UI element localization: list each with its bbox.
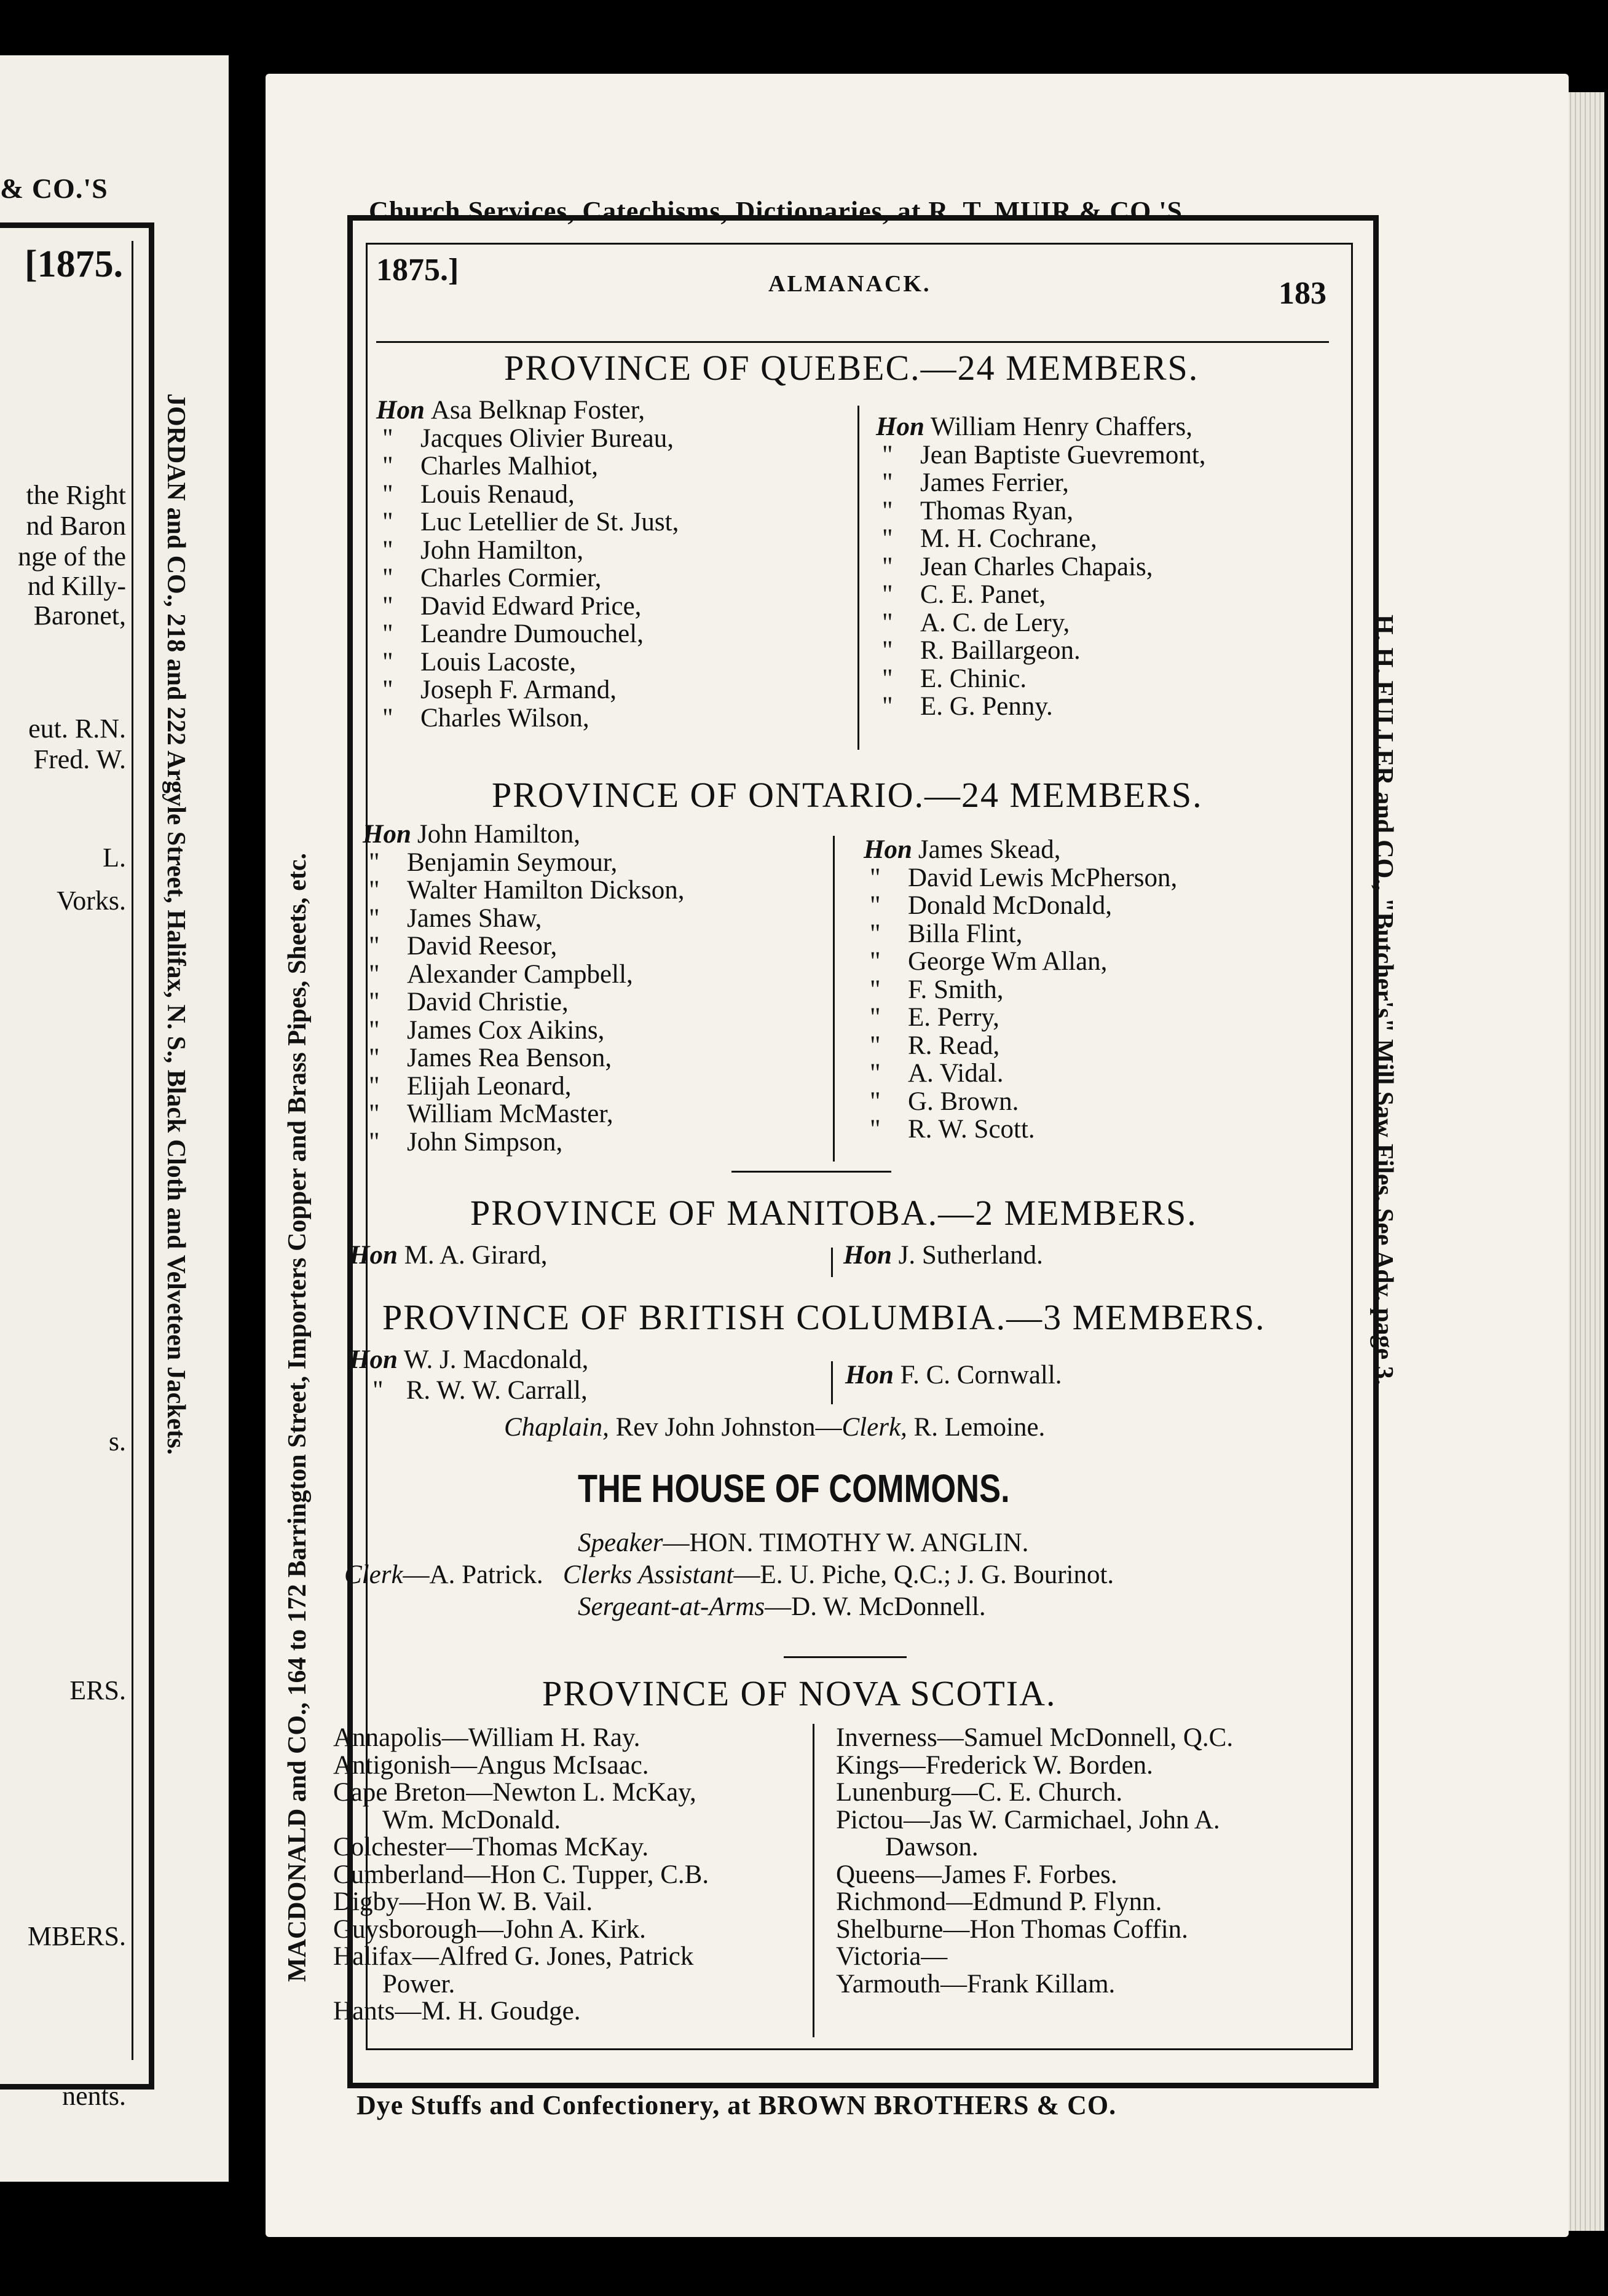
member-name: G. Brown.	[908, 1087, 1019, 1116]
member-row	[376, 676, 617, 704]
member-name: John Hamilton,	[420, 535, 584, 565]
member-name: George Wm Allan,	[908, 947, 1108, 976]
member-name: E. G. Penny.	[920, 692, 1053, 721]
left-page-line: Vorks.	[57, 886, 126, 916]
constituency-row: Yarmouth—Frank Killam.	[836, 1969, 1116, 1999]
member-row	[376, 396, 645, 425]
member-row	[876, 497, 1073, 525]
member-name: James Cox Aikins,	[407, 1015, 605, 1045]
member-name: R. W. W. Carrall,	[406, 1376, 588, 1405]
member-name: James Rea Benson,	[407, 1044, 612, 1072]
constituency-row: Shelburne—Hon Thomas Coffin.	[836, 1914, 1188, 1944]
member-row	[864, 920, 1022, 948]
sergeant-label: Sergeant-at-Arms	[578, 1592, 765, 1621]
ditto-mark: "	[870, 1059, 881, 1088]
member-row	[363, 905, 542, 933]
member-row	[876, 637, 1081, 665]
member-name: R. Read,	[908, 1031, 1000, 1060]
constituency-row: Guysborough—John A. Kirk.	[333, 1914, 646, 1944]
member-name: A. C. de Lery,	[920, 608, 1070, 637]
chaplain-label: Chaplain,	[504, 1413, 609, 1442]
ditto-mark: "	[369, 1099, 380, 1128]
ditto-mark: "	[882, 552, 893, 581]
member-name: Charles Wilson,	[420, 703, 589, 733]
clerk-name: R. Lemoine.	[913, 1413, 1046, 1442]
ditto-mark: "	[382, 452, 393, 481]
nova-scotia-heading: PROVINCE OF NOVA SCOTIA.	[542, 1673, 1057, 1713]
ditto-mark: "	[369, 1127, 380, 1157]
nova-scotia-divider	[813, 1724, 814, 2037]
ditto-mark: "	[870, 947, 881, 976]
ditto-mark: "	[382, 647, 393, 677]
member-row	[864, 1060, 1003, 1088]
constituency-row: Pictou—Jas W. Carmichael, John A.	[836, 1805, 1220, 1834]
constituency-row: Richmond—Edmund P. Flynn.	[836, 1887, 1162, 1916]
member-row	[864, 892, 1112, 920]
left-vertical-ad: MACDONALD and CO., 164 to 172 Barrington Street, Importers Copper and Brass Pipes, Sheets, etc.	[283, 852, 312, 1982]
chaplain-name: Rev John Johnston—	[615, 1413, 842, 1442]
hon-label: Hon	[845, 1361, 894, 1390]
member-name: C. E. Panet,	[920, 580, 1046, 609]
constituency-row: Dawson.	[885, 1833, 979, 1862]
member-row	[376, 508, 679, 537]
constituency-row: Kings—Frederick W. Borden.	[836, 1750, 1153, 1780]
ditto-mark: "	[382, 675, 393, 704]
member-name: Elijah Leonard,	[407, 1071, 572, 1101]
constituency-row: Halifax—Alfred G. Jones, Patrick	[333, 1942, 694, 1971]
ditto-mark: "	[369, 1071, 380, 1101]
left-page-line: MBERS.	[27, 1921, 126, 1951]
member-row	[363, 988, 569, 1016]
constituency-row: Annapolis—William H. Ray.	[333, 1723, 640, 1752]
constituency-row: Cape Breton—Newton L. McKay,	[333, 1778, 696, 1807]
manitoba-left	[349, 1241, 548, 1270]
member-name: E. Perry,	[908, 1003, 999, 1032]
constituency-row: Lunenburg—C. E. Church.	[836, 1778, 1123, 1807]
page-number: 183	[1279, 276, 1326, 311]
member-row	[876, 581, 1046, 609]
member-row	[876, 693, 1053, 721]
ditto-mark: "	[382, 479, 393, 509]
left-page-year: [1875.	[25, 243, 124, 285]
bc-divider	[831, 1361, 833, 1404]
member-name: William Henry Chaffers,	[930, 412, 1193, 441]
member-name: Joseph F. Armand,	[420, 675, 617, 704]
ditto-mark: "	[870, 863, 881, 892]
member-row	[876, 525, 1097, 553]
ditto-mark: "	[882, 664, 893, 693]
ditto-mark: "	[382, 508, 393, 537]
commons-heading: THE HOUSE OF COMMONS.	[578, 1466, 1010, 1511]
member-name: Charles Cormier,	[420, 564, 602, 592]
member-row	[376, 425, 674, 453]
member-name: E. Chinic.	[920, 664, 1027, 693]
member-row	[864, 1032, 999, 1060]
left-page-line: nents.	[62, 2081, 126, 2111]
ditto-mark: "	[882, 440, 893, 470]
clerk-name: —A. Patrick.	[403, 1560, 543, 1589]
member-row	[376, 620, 644, 648]
constituency-row: Antigonish—Angus McIsaac.	[333, 1750, 649, 1780]
ditto-mark: "	[372, 1376, 384, 1405]
member-row	[376, 704, 589, 733]
member-name: John Simpson,	[407, 1127, 563, 1157]
member-row	[864, 1088, 1019, 1116]
commons-rule	[784, 1656, 907, 1658]
ditto-mark: "	[382, 619, 393, 648]
left-page-line: ERS.	[69, 1675, 126, 1705]
ontario-heading: PROVINCE OF ONTARIO.—24 MEMBERS.	[492, 775, 1203, 815]
member-name: Thomas Ryan,	[920, 496, 1074, 525]
hon-label: Hon	[843, 1241, 892, 1270]
member-name: R. Baillargeon.	[920, 636, 1081, 665]
hon-label: Hon	[376, 396, 425, 425]
member-row	[876, 609, 1070, 637]
page-title: ALMANACK.	[768, 271, 931, 297]
member-row	[376, 537, 583, 565]
ditto-mark: "	[870, 1087, 881, 1116]
ditto-mark: "	[369, 988, 380, 1016]
member-row	[864, 976, 1003, 1004]
hon-label: Hon	[864, 835, 912, 864]
ditto-mark: "	[382, 703, 393, 733]
member-name: Luc Letellier de St. Just,	[420, 508, 679, 537]
member-name: Leandre Dumouchel,	[420, 619, 644, 648]
manitoba-divider	[831, 1248, 833, 1277]
member-row	[363, 1128, 562, 1157]
constituency-row: Victoria—	[836, 1942, 948, 1971]
ditto-mark: "	[870, 1031, 881, 1060]
ditto-mark: "	[870, 975, 881, 1004]
ditto-mark: "	[882, 468, 893, 497]
ontario-divider	[833, 836, 835, 1162]
member-row	[864, 1004, 999, 1032]
top-ad: Church Services, Catechisms, Dictionaries, at R. T. MUIR & CO.'S	[369, 196, 1183, 226]
hon-label: Hon	[349, 1345, 398, 1374]
header-rule	[376, 341, 1329, 343]
member-row	[363, 961, 633, 989]
member-name: M. H. Cochrane,	[920, 524, 1097, 553]
member-row	[864, 1115, 1035, 1144]
ditto-mark: "	[369, 959, 380, 989]
left-page-line: L.	[103, 843, 126, 873]
member-row	[876, 665, 1027, 693]
member-row	[864, 948, 1107, 976]
ditto-mark: "	[369, 932, 380, 961]
member-row	[376, 592, 641, 621]
member-name: William McMaster,	[407, 1099, 613, 1128]
member-row	[876, 441, 1206, 470]
member-row	[876, 553, 1153, 581]
member-name: A. Vidal.	[908, 1059, 1004, 1088]
left-page-line: the Right	[26, 480, 126, 510]
member-name: Asa Belknap Foster,	[430, 396, 645, 425]
speaker-label: Speaker	[578, 1528, 663, 1557]
member-row	[363, 876, 685, 905]
ditto-mark: "	[870, 1003, 881, 1032]
ditto-mark: "	[369, 1015, 380, 1045]
member-name: James Ferrier,	[920, 468, 1069, 497]
constituency-row: Colchester—Thomas McKay.	[333, 1833, 649, 1862]
member-name: Louis Renaud,	[420, 479, 575, 509]
page-year: 1875.]	[376, 253, 459, 288]
hon-label: Hon	[349, 1241, 398, 1270]
member-name: Donald McDonald,	[908, 891, 1112, 920]
bottom-ad: Dye Stuffs and Confectionery, at BROWN BROTHERS & CO.	[357, 2090, 1117, 2120]
manitoba-right	[843, 1241, 1043, 1270]
member-name: David Reesor,	[407, 932, 558, 961]
member-name: F. C. Cornwall.	[900, 1361, 1062, 1390]
ditto-mark: "	[382, 564, 393, 592]
constituency-row: Cumberland—Hon C. Tupper, C.B.	[333, 1860, 709, 1889]
manitoba-heading: PROVINCE OF MANITOBA.—2 MEMBERS.	[470, 1193, 1197, 1233]
quebec-heading: PROVINCE OF QUEBEC.—24 MEMBERS.	[504, 348, 1199, 388]
ditto-mark: "	[882, 524, 893, 553]
ditto-mark: "	[882, 692, 893, 721]
clerk-label: Clerk,	[841, 1413, 907, 1442]
clerks-assistant-label: Clerks Assistant	[562, 1560, 734, 1589]
speaker-name: —HON. TIMOTHY W. ANGLIN.	[663, 1528, 1029, 1557]
ditto-mark: "	[882, 608, 893, 637]
member-row	[363, 1100, 613, 1128]
left-page-line: Baronet,	[33, 600, 126, 631]
bc-officers	[504, 1413, 1045, 1442]
ditto-mark: "	[382, 591, 393, 621]
member-row	[363, 1016, 604, 1045]
left-page-line: nd Baron	[26, 511, 126, 541]
member-name: Jean Baptiste Guevremont,	[920, 440, 1206, 470]
member-name: W. J. Macdonald,	[403, 1345, 589, 1374]
member-name: R. W. Scott.	[908, 1115, 1035, 1144]
clerks-assistant-names: —E. U. Piche, Q.C.; J. G. Bourinot.	[733, 1560, 1114, 1589]
sergeant-name: —D. W. McDonnell.	[765, 1592, 986, 1621]
left-page-header: & CO.'S	[0, 173, 108, 204]
bc-left-1	[349, 1346, 588, 1374]
ditto-mark: "	[369, 847, 380, 877]
member-name: J. Sutherland.	[898, 1241, 1043, 1270]
member-row	[363, 1072, 571, 1101]
left-page-line: nd Killy-	[27, 571, 126, 601]
constituency-row: Queens—James F. Forbes.	[836, 1860, 1117, 1889]
member-row	[363, 1044, 612, 1072]
constituency-row: Inverness—Samuel McDonnell, Q.C.	[836, 1723, 1234, 1752]
member-name: David Christie,	[407, 988, 569, 1016]
left-page-line: eut. R.N.	[28, 714, 126, 744]
right-vertical-ad: H. H. FULLER and CO., "Butcher's" Mill Saw Files. See Adv. page 3.	[1370, 615, 1398, 1386]
ditto-mark: "	[870, 891, 881, 920]
member-row	[363, 849, 617, 877]
member-row	[363, 820, 580, 849]
member-name: F. Smith,	[908, 975, 1004, 1004]
commons-sergeant	[578, 1593, 986, 1621]
member-name: Charles Malhiot,	[420, 452, 599, 481]
ditto-mark: "	[870, 1115, 881, 1144]
ditto-mark: "	[369, 903, 380, 933]
clerk-label: Clerk	[344, 1560, 403, 1589]
constituency-row: Digby—Hon W. B. Vail.	[333, 1887, 593, 1916]
hon-label: Hon	[363, 820, 411, 849]
member-row	[876, 469, 1069, 497]
ditto-mark: "	[870, 919, 881, 948]
member-name: David Edward Price,	[420, 591, 642, 621]
bc-right	[845, 1361, 1062, 1390]
member-name: Benjamin Seymour,	[407, 847, 618, 877]
member-name: James Skead,	[918, 835, 1061, 864]
left-page-vertical-ad: JORDAN and CO., 218 and 222 Argyle Street, Halifax, N. S., Black Cloth and Velveteen Jackets.	[162, 393, 190, 1455]
member-row	[376, 452, 598, 481]
member-row	[376, 648, 576, 677]
constituency-row: Hants—M. H. Goudge.	[333, 1997, 581, 2026]
member-name: James Shaw,	[407, 903, 542, 933]
member-name: Jacques Olivier Bureau,	[420, 423, 674, 453]
ditto-mark: "	[369, 1044, 380, 1072]
ditto-mark: "	[382, 535, 393, 565]
member-name: John Hamilton,	[417, 820, 581, 849]
member-row	[864, 864, 1177, 892]
quebec-divider	[857, 406, 859, 750]
member-name: Walter Hamilton Dickson,	[407, 876, 685, 905]
ditto-mark: "	[369, 876, 380, 905]
commons-clerks	[344, 1561, 1114, 1589]
ditto-mark: "	[882, 580, 893, 609]
member-name: M. A. Girard,	[404, 1241, 548, 1270]
member-name: Billa Flint,	[908, 919, 1023, 948]
left-page-line: Fred. W.	[33, 744, 126, 774]
member-row	[864, 836, 1061, 864]
left-page-line: s.	[108, 1426, 126, 1457]
bc-heading: PROVINCE OF BRITISH COLUMBIA.—3 MEMBERS.	[382, 1297, 1266, 1337]
member-name: Alexander Campbell,	[407, 959, 633, 989]
member-name: Jean Charles Chapais,	[920, 552, 1153, 581]
bc-left-2	[372, 1377, 588, 1405]
member-row	[363, 932, 557, 961]
member-row	[876, 413, 1192, 441]
member-row	[376, 564, 601, 592]
ditto-mark: "	[882, 496, 893, 525]
member-row	[376, 481, 575, 509]
ditto-mark: "	[382, 423, 393, 453]
left-page-line: nge of the	[18, 541, 126, 572]
commons-speaker	[578, 1529, 1028, 1557]
constituency-row: Wm. McDonald.	[382, 1805, 561, 1834]
ontario-rule	[731, 1171, 891, 1173]
member-name: David Lewis McPherson,	[908, 863, 1178, 892]
constituency-row: Power.	[382, 1969, 455, 1999]
hon-label: Hon	[876, 412, 924, 441]
ditto-mark: "	[882, 636, 893, 665]
member-name: Louis Lacoste,	[420, 647, 577, 677]
